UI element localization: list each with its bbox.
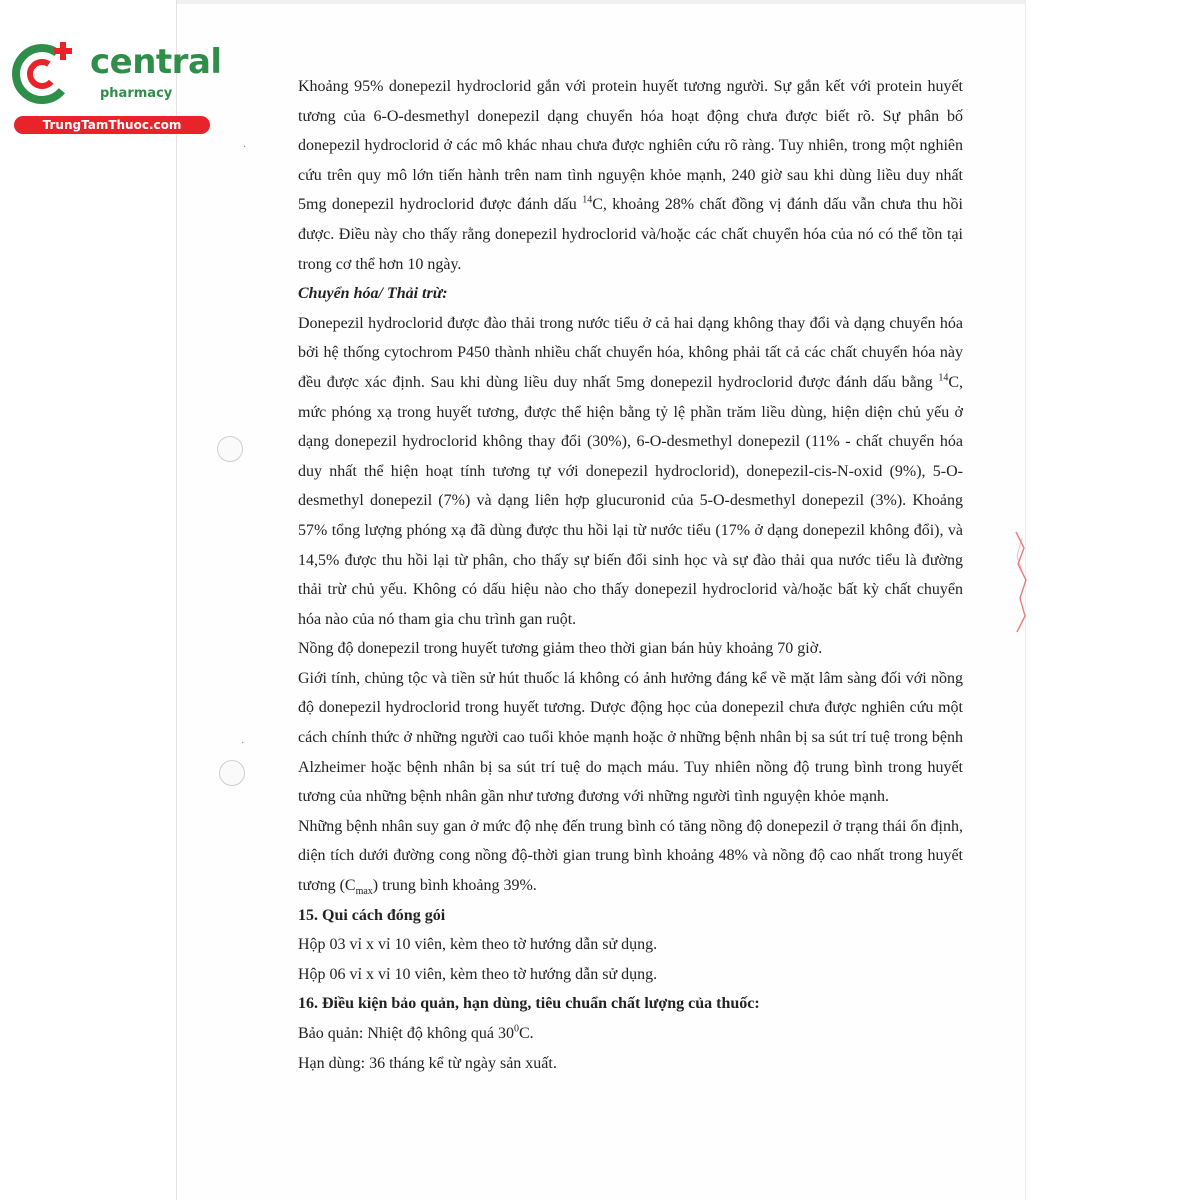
- scan-mark: ·: [243, 142, 247, 153]
- paragraph-half-life: Nồng độ donepezil trong huyết tương giảm theo thời gian bán hủy khoảng 70 giờ.: [298, 640, 823, 658]
- logo-name: central: [90, 42, 222, 82]
- logo-url[interactable]: TrungTamThuoc.com: [14, 116, 210, 134]
- paragraph-hepatic: Những bệnh nhân suy gan ở mức độ nhẹ đến trung bình có tăng nồng độ donepezil ở trạng thái ổn định, diện tích dưới đường cong nồng độ-thời gian trung bình khoảng 48% và nồng độ cao nhất trong huyết tương $(C_{max})$ trung bình khoảng 39%.: [298, 817, 963, 898]
- central-pharmacy-logo-icon: [10, 38, 82, 106]
- pharmacy-logo[interactable]: [10, 34, 222, 138]
- paragraph-distribution: Khoảng 95% donepezil hydroclorid gắn với protein huyết tương người. Sự gắn kết với protein huyết tương của 6-O-desmethyl donepezil dạng chuyển hóa hoạt động chưa được biết rõ. Sự phân bố donepezil hydroclorid ở các mô khác nhau chưa được nghiên cứu rõ ràng. Tuy nhiên, trong một nghiên cứu trên quy mô lớn tiến hành trên nam tình nguyện khỏe mạnh, 240 giờ sau khi dùng liều duy nhất 5mg donepezil hydroclorid được đánh dấu $^{14}$C, khoảng 28% chất đồng vị đánh dấu vẫn chưa thu hồi được. Điều này cho thấy rằng donepezil hydroclorid và/hoặc các chất chuyển hóa của nó có thể tồn tại trong cơ thể hơn 10 ngày.: [298, 78, 963, 273]
- packaging-line-2: Hộp 06 vỉ x vỉ 10 viên, kèm theo tờ hướng dẫn sử dụng.: [298, 965, 658, 983]
- paragraph-metabolism: Donepezil hydroclorid được đào thải trong nước tiểu ở cả hai dạng không thay đổi và dạng chuyển hóa bởi hệ thống cytochrom P450 thành nhiều chất chuyển hóa, không phải tất cả các chất chuyển hóa này đều được xác định. Sau khi dùng liều duy nhất 5mg donepezil hydroclorid được đánh dấu bằng $^{14}$C, mức phóng xạ trong huyết tương, được thể hiện bằng tỷ lệ phần trăm liều dùng, hiện diện chủ yếu ở dạng donepezil hydroclorid không thay đổi (30%), 6-O-desmethyl donepezil (11% - chất chuyển hóa duy nhất thể hiện hoạt tính tương tự với donepezil hydroclorid), donepezil-cis-N-oxid (9%), 5-O-desmethyl donepezil (7%) và dạng liên hợp glucuronid của 5-O-desmethyl donepezil (3%). Khoảng 57% tổng lượng phóng xạ đã dùng được thu hồi lại từ nước tiểu (17% ở dạng donepezil không đổi), và 14,5% được thu hồi lại từ phân, cho thấy sự biến đổi sinh học và sự đào thải qua nước tiểu là đường thải trừ chủ yếu. Không có dấu hiệu nào cho thấy donepezil hydroclorid và/hoặc bất kỳ chất chuyển hóa nào của nó tham gia chu trình gan ruột.: [298, 314, 963, 628]
- scan-mark: ·: [241, 738, 245, 749]
- paragraph-demographics: Giới tính, chủng tộc và tiền sử hút thuốc lá không có ảnh hưởng đáng kể về mặt lâm sàng đối với nồng độ donepezil hydroclorid trong huyết tương. Dược động học của donepezil chưa được nghiên cứu một cách chính thức ở những người cao tuổi khỏe mạnh hoặc ở những bệnh nhân bị sa sút trí tuệ trong bệnh Alzheimer hoặc bệnh nhân bị sa sút trí tuệ do mạch máu. Tuy nhiên nồng độ trung bình trong huyết tương của những bệnh nhân gần như tương đương với những người tình nguyện khỏe mạnh.: [298, 669, 963, 806]
- heading-storage-conditions: 16. Điều kiện bảo quản, hạn dùng, tiêu chuẩn chất lượng của thuốc:: [298, 995, 760, 1013]
- heading-packaging: 15. Qui cách đóng gói: [298, 906, 446, 924]
- packaging-line-1: Hộp 03 vỉ x vỉ 10 viên, kèm theo tờ hướng dẫn sử dụng.: [298, 936, 658, 954]
- expiry-line: Hạn dùng: 36 tháng kể từ ngày sản xuất.: [298, 1054, 557, 1072]
- red-stamp-fragment: [1014, 528, 1028, 638]
- logo-subtitle: pharmacy: [100, 86, 173, 101]
- storage-line: Bảo quản: Nhiệt độ không quá $30^0C$.: [298, 1023, 534, 1042]
- heading-metabolism-excretion: Chuyển hóa/ Thải trừ:: [298, 285, 448, 303]
- punch-hole-bottom: [219, 760, 245, 786]
- punch-hole-top: [217, 436, 243, 462]
- document-text: [298, 72, 963, 1078]
